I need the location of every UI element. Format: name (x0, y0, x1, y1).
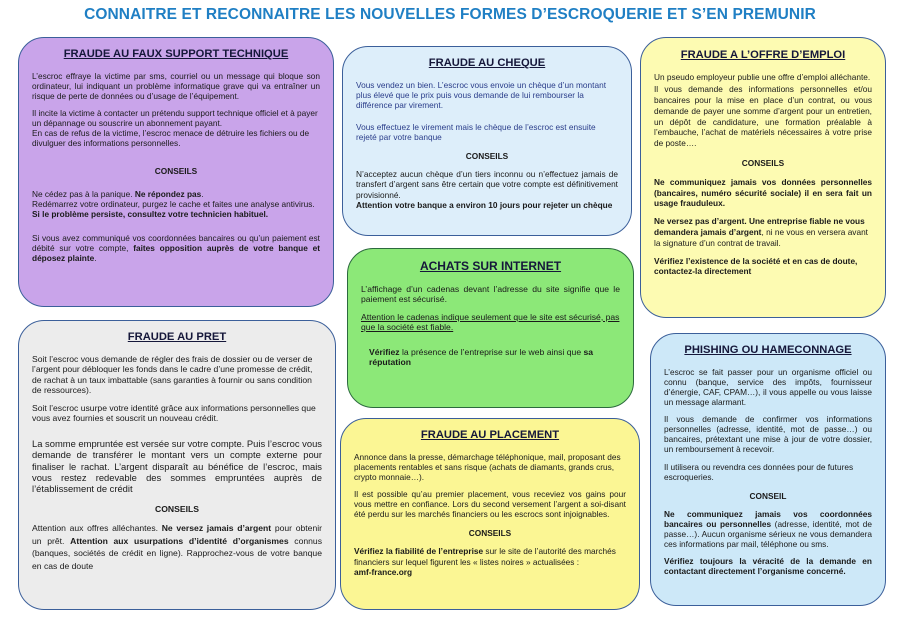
advice-bold: Ne communiquez jamais vos données personnelles (bancaires, numéro sécurité sociale) il en sera fait un usage frauduleux. (654, 176, 872, 209)
paragraph: Soit l’escroc usurpe votre identité grâce aux informations personnelles que vous avez fournies et souscrit un nouveau crédit. (32, 402, 316, 424)
card-heading: FRAUDE AU CHEQUE (428, 57, 546, 69)
conseils-heading: CONSEIL (749, 490, 787, 501)
advice-bold: Si le problème persiste, consultez votre technicien habituel. (32, 208, 269, 219)
paragraph: L’affichage d’un cadenas devant l’adresse du site signifie que le paiement est sécurisé. (361, 283, 620, 305)
advice: N’acceptez aucun chèque d’un tiers inconnu ou n’effectuez jamais de transfert d’argent sans être certain que votre compte est définitivement provisionné. (356, 169, 618, 200)
advice: Redémarrez votre ordinateur, purgez le cache et faites une analyse antivirus. (32, 198, 315, 209)
advice: Attention aux offres alléchantes. Ne versez jamais d’argent pour obtenir un prêt. Attention aux usurpations d’identité d’organismes connus (banques, sociétés de crédit en ligne). Rapprochez-vous de votre banque en cas de doute (32, 523, 322, 571)
conseils-heading: CONSEILS (155, 503, 199, 514)
paragraph: Un pseudo employeur publie une offre d’emploi alléchante. (654, 71, 871, 82)
paragraph: Annonce dans la presse, démarchage téléphonique, mail, proposant des placements rentables et sans risque (achats de diamants, grands crus, crypto monnaie…). (354, 451, 621, 482)
paragraph: Il est possible qu’au premier placement, vous receviez vos gains pour vous mettre en confiance. Lors du second versement l’argent a soi-disant été perdu sur les marchés financiers ou les escrocs sont injoignables. (354, 488, 626, 520)
advice: Ne cédez pas à la panique. Ne répondez pas. (32, 188, 204, 199)
card-heading: FRAUDE AU FAUX SUPPORT TECHNIQUE (63, 48, 289, 60)
card-fraude-placement (340, 418, 640, 610)
paragraph: L’escroc effraye la victime par sms, courriel ou un message qui bloque son ordinateur, lui indiquant un problème informatique grave qui va entraîner un risque de perte de données ou d’usage de l’équipement. (32, 70, 320, 101)
paragraph: La somme empruntée est versée sur votre compte. Puis l’escroc vous demande de transférer le montant vers un compte externe pour finaliser le rachat. L’argent disparaît au bénéfice de l’escroc, mais vous restez redevable des sommes empruntées auprès de l’établissement de crédit (32, 437, 322, 495)
advice: Si vous avez communiqué vos coordonnées bancaires ou qu’un paiement est débité sur votre compte, faites opposition auprès de votre banque et déposez plainte. (32, 232, 320, 264)
card-heading: ACHATS SUR INTERNET (419, 259, 562, 273)
paragraph: Attention le cadenas indique seulement que le site est sécurisé, pas que la société est fiable. (361, 311, 620, 333)
card-heading: FRAUDE AU PRET (127, 331, 227, 343)
paragraph: Il incite la victime à contacter un prétendu support technique officiel et à payer un dépannage ou souscrire un abonnement payant. (32, 107, 318, 129)
advice-bold: Attention votre banque a environ 10 jours pour rejeter un chèque (356, 199, 613, 210)
paragraph: Il vous demande de confirmer vos informations personnelles (adresse, identité, mot de passe…) ou bancaires, prétextant une mise à jour de votre dossier, un remboursement à recevoir. (664, 414, 872, 455)
advice: Vérifiez la présence de l’entreprise sur le web ainsi que sa réputation (369, 346, 594, 368)
advice-bold: Vérifiez l’existence de la société et en cas de doute, contactez-la directement (654, 255, 858, 277)
card-phishing-hameconnage (650, 333, 886, 606)
card-achats-internet (347, 248, 634, 408)
card-fraude-cheque (342, 46, 632, 236)
advice: Ne communiquez jamais vos coordonnées bancaires ou personnelles (adresse, identité, mot de passe…). Aucun organisme sérieux ne vous demandera ces informations par mail, téléphone ou sms. (664, 508, 872, 550)
paragraph: En cas de refus de la victime, l’escroc menace de détruire les fichiers ou de divulguer des informations personnelles. (32, 128, 310, 149)
paragraph: Vous effectuez le virement mais le chèque de l’escroc est ensuite rejeté par votre banque (356, 121, 596, 143)
card-fraude-pret (18, 320, 336, 610)
paragraph: L’escroc se fait passer pour un organisme officiel ou connu (banque, service des impôts, fournisseur d’énergie, CAF, CPAM…), il vous appelle ou vous laisse un message alarmant. (664, 366, 872, 407)
paragraph: Vous vendez un bien. L’escroc vous envoie un chèque d’un montant plus élevé que le prix puis vous demande de lui rembourser la différence par virement. (356, 79, 607, 110)
card-heading: FRAUDE AU PLACEMENT (420, 429, 560, 441)
conseils-heading: CONSEILS (154, 166, 198, 177)
advice: Vérifiez la fiabilité de l’entreprise sur le site de l’autorité des marchés financiers sur lequel figurent les « listes noires » actualisées : (354, 546, 616, 567)
page-title: CONNAITRE ET RECONNAITRE LES NOUVELLES FORMES D’ESCROQUERIE ET S’EN PREMUNIR (84, 6, 816, 23)
advice: Ne versez pas d’argent. Une entreprise fiable ne vous demandera jamais d’argent, ni ne vous en versera avant la signature d’un contrat de travail. (654, 216, 868, 248)
paragraph: Il vous demande des informations personnelles et/ou bancaires pour la mise en place d’un contrat, ou vous demande de payer une somme d’argent pour un entretien, un dépôt de candidature, une formation préalable à l’embauche, l’achat de matériels nécessaires à votre prise de poste…. (654, 84, 872, 149)
paragraph: Soit l’escroc vous demande de régler des frais de dossier ou de verser de l’argent pour débloquer les fonds dans le cadre d’une promesse de crédit, de rachat à un taux imbattable (sans garanties à fournir ou sans condition de ressources). (32, 353, 313, 396)
card-heading: FRAUDE A L’OFFRE D’EMPLOI (680, 49, 846, 61)
conseils-heading: CONSEILS (741, 158, 785, 169)
card-heading: PHISHING OU HAMECONNAGE (684, 344, 852, 356)
card-fraude-offre-emploi (640, 37, 886, 318)
advice-bold: amf-france.org (354, 566, 413, 577)
paragraph: Il utilisera ou revendra ces données pour de futures escroqueries. (664, 461, 854, 482)
card-faux-support-technique (18, 37, 334, 307)
conseils-heading: CONSEILS (465, 151, 509, 162)
conseils-heading: CONSEILS (468, 528, 512, 539)
advice-bold: Vérifiez toujours la véracité de la demande en contactant directement l’organisme concerné. (664, 556, 872, 577)
